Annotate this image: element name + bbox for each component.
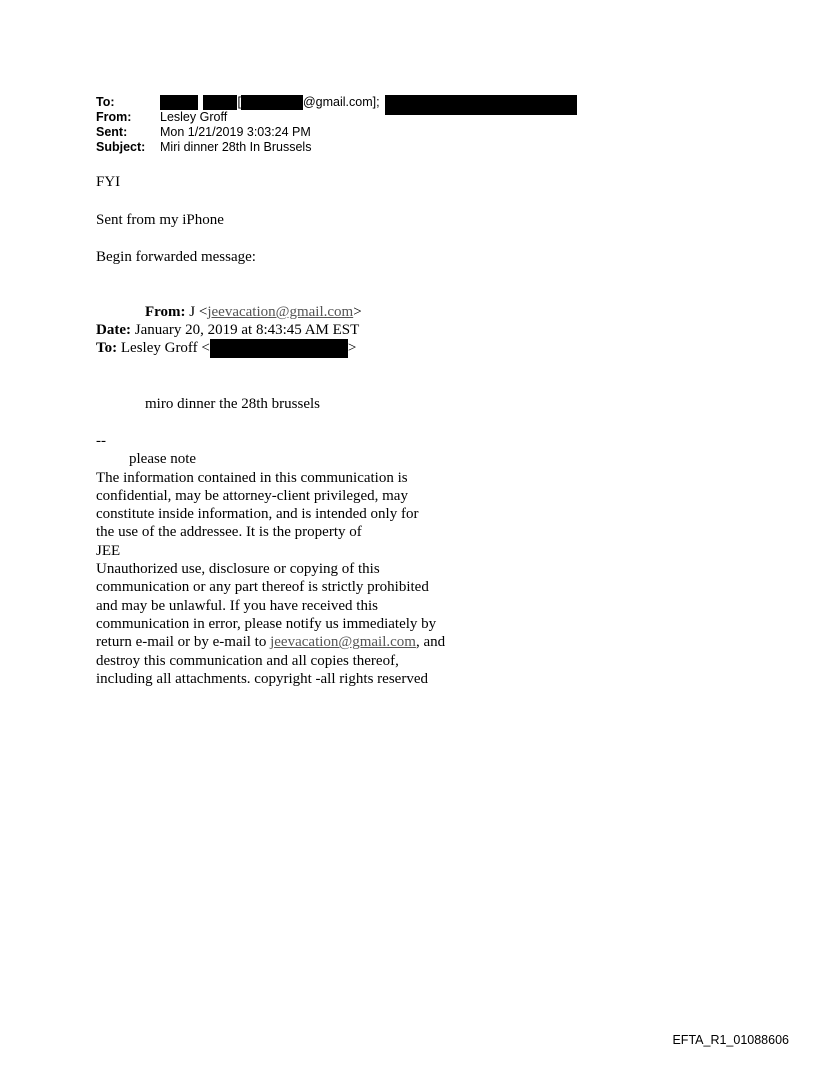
to-label: To: — [96, 95, 115, 109]
forwarded-date-value: January 20, 2019 at 8:43:45 AM EST — [134, 322, 360, 338]
disclaimer-line: JEE — [96, 542, 121, 559]
forwarded-to-close: > — [347, 340, 357, 356]
disclaimer-line: and may be unlawful. If you have received this — [96, 597, 378, 614]
subject-value: Miri dinner 28th In Brussels — [160, 140, 312, 154]
disclaimer-line: communication or any part thereof is strictly prohibited — [96, 579, 429, 596]
disclaimer-line: confidential, may be attorney-client privileged, may — [96, 487, 408, 504]
disclaimer-email-line — [96, 633, 445, 651]
sent-from-text: Sent from my iPhone — [96, 212, 224, 228]
disclaimer-line: constitute inside information, and is intended only for — [96, 506, 419, 523]
begin-forwarded-text: Begin forwarded message: — [96, 249, 256, 265]
disclaimer-line: communication in error, please notify us immediately by — [96, 615, 437, 632]
redaction-block — [385, 95, 577, 115]
forwarded-to-name: Lesley Groff < — [120, 340, 210, 356]
disclaimer-email-prefix: return e-mail or by e-mail to — [96, 634, 271, 651]
disclaimer-line: The information contained in this communication is — [96, 469, 408, 486]
from-label: From: — [96, 110, 132, 124]
redaction-block — [241, 95, 303, 110]
disclaimer-email-link[interactable]: jeevacation@gmail.com — [270, 634, 416, 651]
sent-value: Mon 1/21/2019 3:03:24 PM — [160, 125, 311, 139]
sent-label: Sent: — [96, 125, 128, 139]
fyi-text: FYI — [96, 174, 121, 190]
forwarded-from-row — [145, 303, 362, 321]
forwarded-to-row — [96, 339, 356, 358]
redaction-block — [203, 95, 237, 110]
disclaimer-line: including all attachments. copyright -all rights reserved — [96, 670, 428, 687]
disclaimer-line: the use of the addressee. It is the property of — [96, 524, 362, 541]
disclaimer-dashes: -- — [96, 433, 106, 449]
subject-label: Subject: — [96, 140, 146, 154]
redaction-block — [160, 95, 198, 110]
forwarded-date-row — [96, 321, 359, 339]
forwarded-from-email-link[interactable]: jeevacation@gmail.com — [207, 304, 354, 320]
disclaimer — [96, 432, 445, 688]
forwarded-to-label: To: — [96, 340, 118, 356]
forwarded-message: miro dinner the 28th brussels — [145, 396, 320, 412]
forwarded-date-label: Date: — [96, 322, 131, 338]
disclaimer-please-note: please note — [129, 451, 197, 468]
document-id: EFTA_R1_01088606 — [672, 1033, 789, 1047]
forwarded-from-label: From: — [145, 304, 186, 320]
to-bracket: [ — [237, 95, 241, 109]
disclaimer-line: Unauthorized use, disclosure or copying of this — [96, 561, 380, 578]
to-email-suffix: @gmail.com]; — [302, 95, 380, 109]
redaction-block — [210, 339, 348, 358]
forwarded-from-close: > — [353, 304, 362, 320]
disclaimer-email-suffix: , and — [415, 634, 446, 651]
forwarded-from-name: J < — [189, 304, 208, 320]
disclaimer-line: destroy this communication and all copies thereof, — [96, 652, 399, 669]
from-value: Lesley Groff — [160, 110, 228, 124]
